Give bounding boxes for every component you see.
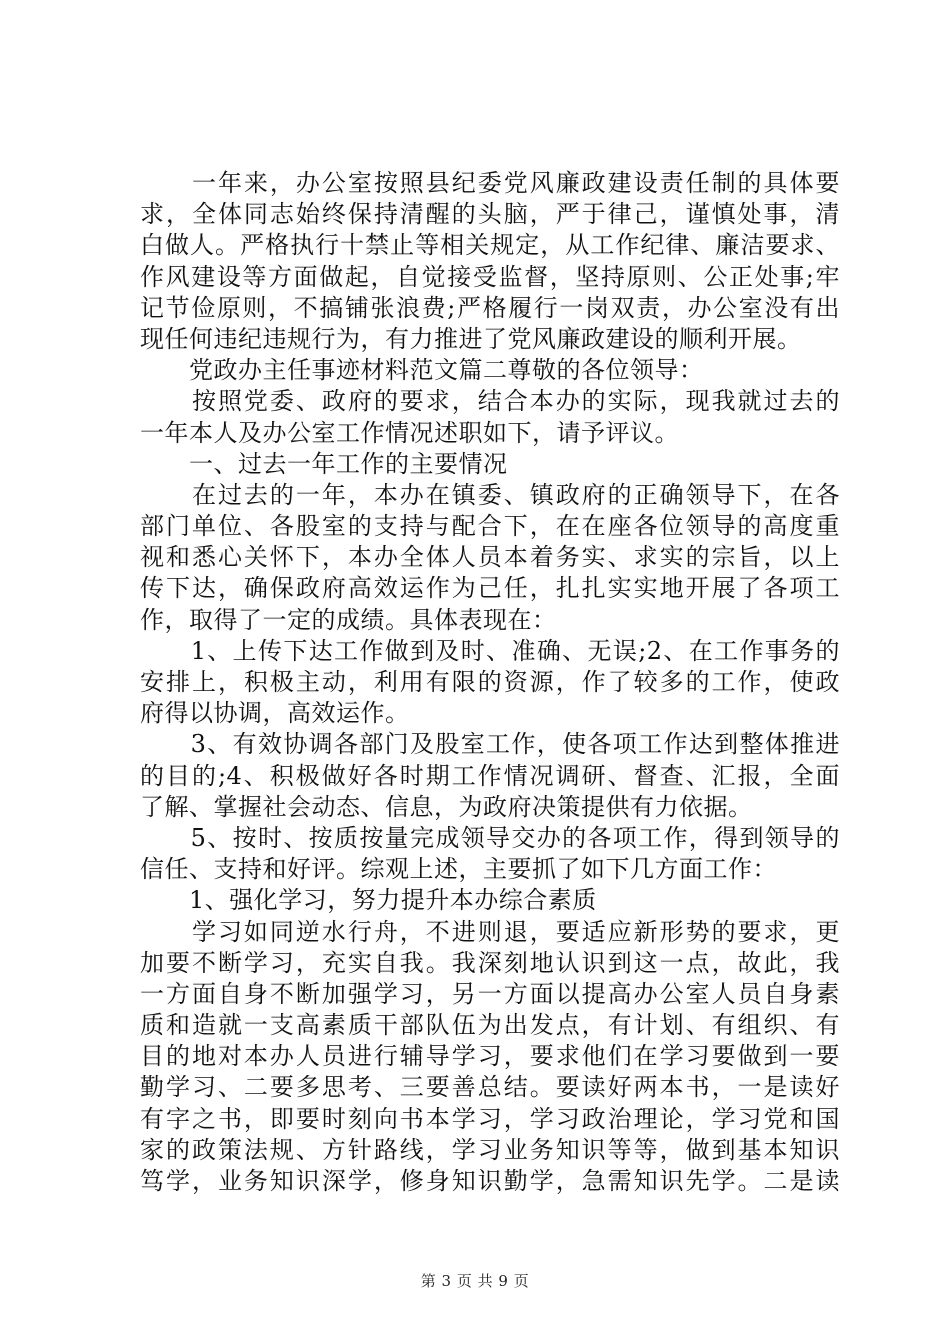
text-line: 党政办主任事迹材料范文篇二尊敬的各位领导：: [140, 356, 704, 385]
document-body: [140, 168, 840, 1197]
text-line: 求，全体同志始终保持清醒的头脑，严于律己，谨慎处事，清: [140, 200, 840, 229]
text-line: 作，取得了一定的成绩。具体表现在：: [140, 605, 557, 634]
text-line: 1、上传下达工作做到及时、准确、无误;2、在工作事务的: [140, 636, 840, 665]
text-line: 有字之书，即要时刻向书本学习，学习政治理论，学习党和国: [140, 1104, 840, 1133]
text-line: 在过去的一年，本办在镇委、镇政府的正确领导下，在各: [140, 480, 840, 509]
text-line: 现任何违纪违规行为，有力推进了党风廉政建设的顺利开展。: [140, 324, 802, 353]
text-line: 学习如同逆水行舟，不进则退，要适应新形势的要求，更: [140, 917, 840, 946]
text-line: 3、有效协调各部门及股室工作，使各项工作达到整体推进: [140, 730, 840, 759]
text-line: 传下达，确保政府高效运作为己任，扎扎实实地开展了各项工: [140, 574, 840, 603]
text-line: 一方面自身不断加强学习，另一方面以提高办公室人员自身素: [140, 979, 840, 1008]
text-line: 加要不断学习，充实自我。我深刻地认识到这一点，故此，我: [140, 948, 840, 977]
text-line: 按照党委、政府的要求，结合本办的实际，现我就过去的: [140, 387, 840, 416]
page-footer: 第 3 页 共 9 页: [420, 1272, 530, 1290]
text-line: 白做人。严格执行十禁止等相关规定，从工作纪律、廉洁要求、: [140, 231, 840, 260]
text-line: 作风建设等方面做起，自觉接受监督，坚持原则、公正处事;牢: [140, 262, 840, 291]
text-line: 安排上，积极主动，利用有限的资源，作了较多的工作，使政: [140, 668, 840, 696]
text-line: 记节俭原则，不搞铺张浪费;严格履行一岗双责，办公室没有出: [140, 293, 840, 322]
text-line: 部门单位、各股室的支持与配合下，在在座各位领导的高度重: [140, 512, 840, 541]
text-line: 笃学，业务知识深学，修身知识勤学，急需知识先学。二是读: [140, 1167, 840, 1195]
text-line: 家的政策法规、方针路线，学习业务知识等等，做到基本知识: [140, 1135, 840, 1164]
text-line: 1、强化学习，努力提升本办综合素质: [140, 886, 597, 915]
text-line: 信任、支持和好评。综观上述，主要抓了如下几方面工作：: [140, 855, 777, 884]
text-line: 5、按时、按质按量完成领导交办的各项工作，得到领导的: [140, 823, 840, 852]
text-line: 质和造就一支高素质干部队伍为出发点，有计划、有组织、有: [140, 1011, 840, 1040]
text-line: 勤学习、二要多思考、三要善总结。要读好两本书，一是读好: [140, 1073, 840, 1102]
text-line: 一年本人及办公室工作情况述职如下，请予评议。: [140, 418, 679, 447]
text-line: 府得以协调，高效运作。: [140, 699, 410, 728]
text-line: 一、过去一年工作的主要情况: [140, 449, 508, 478]
text-line: 一年来，办公室按照县纪委党风廉政建设责任制的具体要: [140, 169, 840, 197]
text-line: 视和悉心关怀下，本办全体人员本着务实、求实的宗旨，以上: [140, 543, 840, 572]
text-line: 的目的;4、积极做好各时期工作情况调研、督查、汇报，全面: [140, 761, 840, 790]
text-line: 了解、掌握社会动态、信息，为政府决策提供有力依据。: [140, 792, 753, 821]
text-line: 目的地对本办人员进行辅导学习，要求他们在学习要做到一要: [140, 1042, 840, 1071]
